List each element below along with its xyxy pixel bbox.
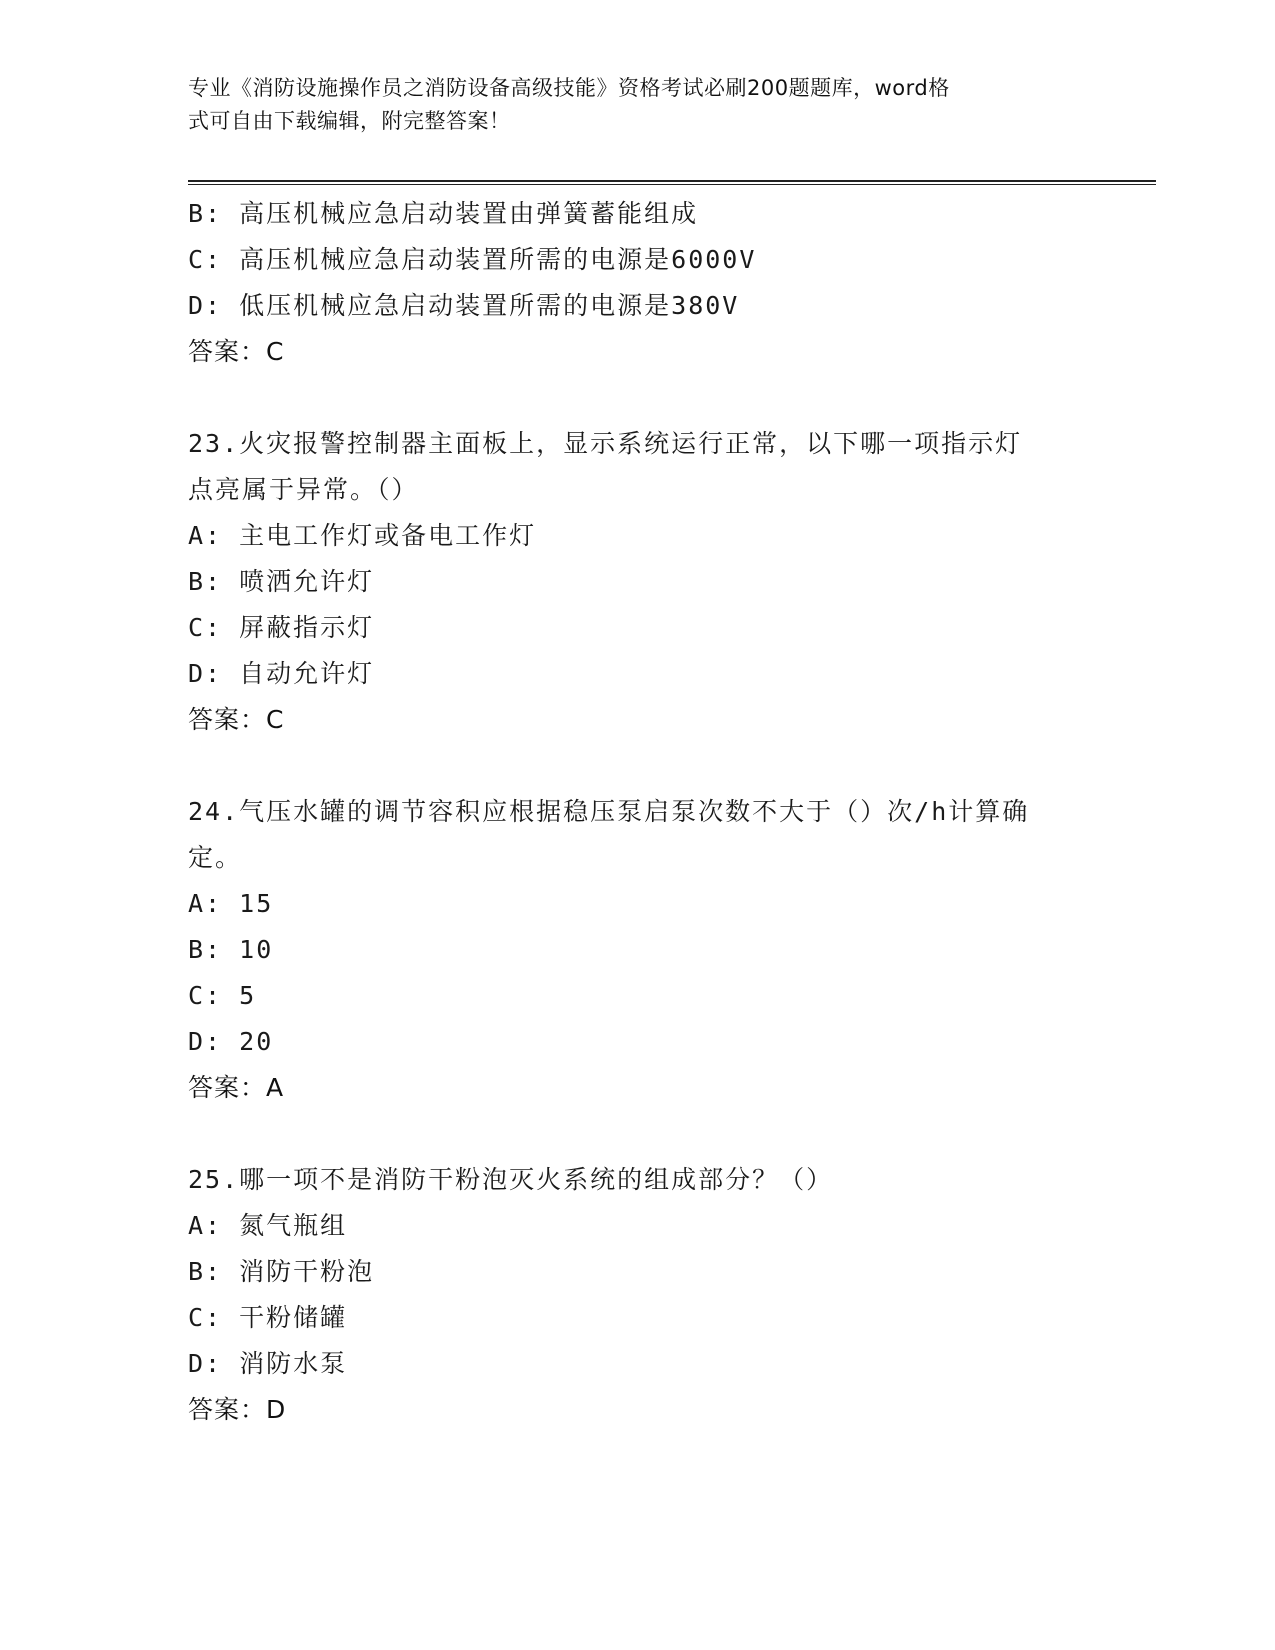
question-23 bbox=[188, 421, 1088, 743]
header-divider-thin bbox=[188, 184, 1156, 185]
header-line-2: 式可自由下载编辑，附完整答案！ bbox=[188, 109, 511, 133]
question-stem: 24.气压水罐的调节容积应根据稳压泵启泵次数不大于（）次/h计算确 bbox=[188, 797, 1030, 826]
option-c: C: 干粉储罐 bbox=[188, 1303, 348, 1332]
option-a: A: 15 bbox=[188, 889, 274, 918]
question-25 bbox=[188, 1157, 1088, 1433]
option-b: B: 喷洒允许灯 bbox=[188, 567, 375, 596]
header-line-1: 专业《消防设施操作员之消防设备高级技能》资格考试必刷200题题库，word格 bbox=[188, 76, 950, 100]
option-a: A: 主电工作灯或备电工作灯 bbox=[188, 521, 537, 550]
question-stem-cont: 定。 bbox=[188, 843, 243, 872]
answer-label: 答案：C bbox=[188, 705, 285, 734]
option-b: B: 10 bbox=[188, 935, 274, 964]
document-header bbox=[188, 72, 1068, 138]
option-c: C: 高压机械应急启动装置所需的电源是6000V bbox=[188, 245, 757, 274]
question-list bbox=[188, 191, 1088, 1433]
question-24 bbox=[188, 789, 1088, 1111]
answer-label: 答案：C bbox=[188, 337, 285, 366]
option-d: D: 20 bbox=[188, 1027, 274, 1056]
answer-label: 答案：A bbox=[188, 1073, 285, 1102]
question-stem: 25.哪一项不是消防干粉泡灭火系统的组成部分？（） bbox=[188, 1165, 834, 1194]
option-c: C: 5 bbox=[188, 981, 257, 1010]
option-d: D: 消防水泵 bbox=[188, 1349, 348, 1378]
question-22-tail bbox=[188, 191, 1088, 375]
question-stem: 23.火灾报警控制器主面板上，显示系统运行正常，以下哪一项指示灯 bbox=[188, 429, 1023, 458]
option-b: B: 高压机械应急启动装置由弹簧蓄能组成 bbox=[188, 199, 699, 228]
option-d: D: 低压机械应急启动装置所需的电源是380V bbox=[188, 291, 740, 320]
option-a: A: 氮气瓶组 bbox=[188, 1211, 348, 1240]
option-c: C: 屏蔽指示灯 bbox=[188, 613, 375, 642]
question-stem-cont: 点亮属于异常。（） bbox=[188, 475, 419, 504]
option-d: D: 自动允许灯 bbox=[188, 659, 375, 688]
option-b: B: 消防干粉泡 bbox=[188, 1257, 375, 1286]
header-divider-thick bbox=[188, 180, 1156, 182]
answer-label: 答案：D bbox=[188, 1395, 287, 1424]
